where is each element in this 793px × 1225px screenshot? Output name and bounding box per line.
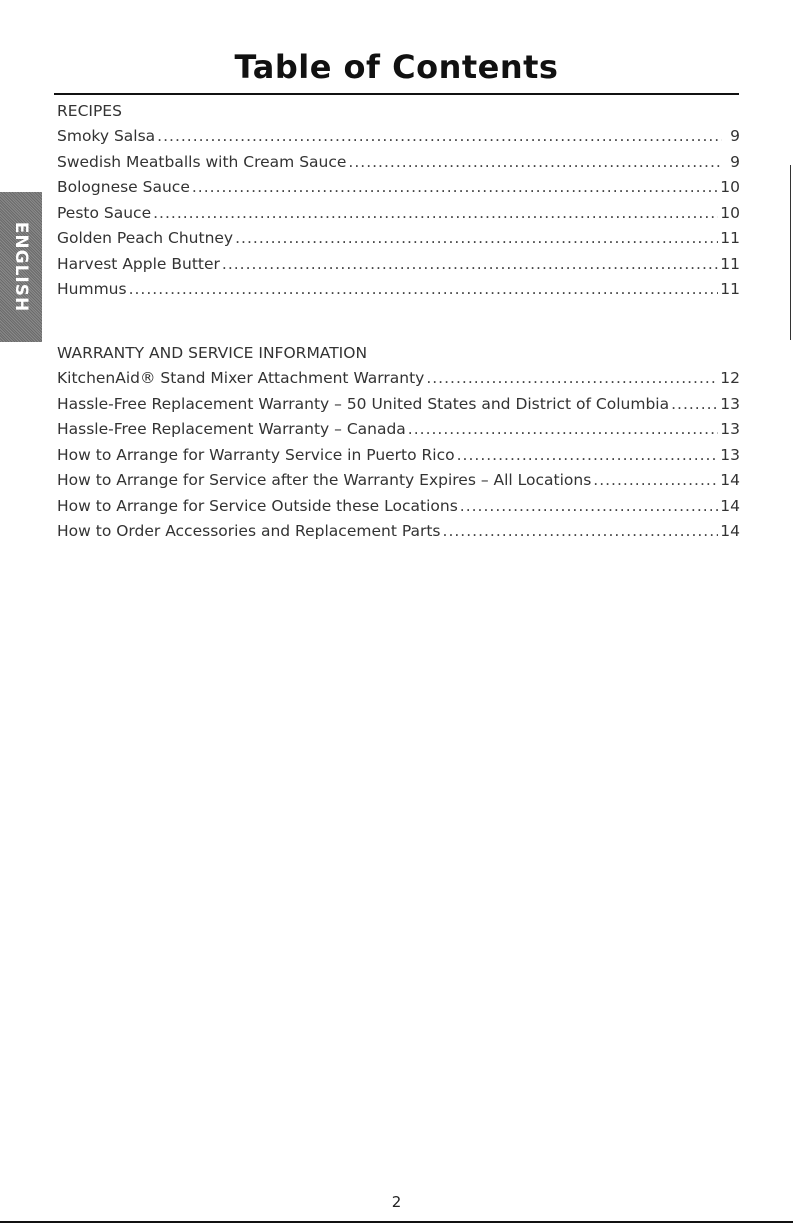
toc-entry-page: 14 bbox=[720, 496, 740, 515]
dot-leader bbox=[408, 417, 718, 443]
language-tab-label: ENGLISH bbox=[11, 221, 31, 313]
page-title: Table of Contents bbox=[234, 48, 559, 86]
dot-leader bbox=[457, 443, 719, 469]
dot-leader bbox=[426, 366, 718, 392]
toc-entry[interactable] bbox=[57, 494, 740, 520]
toc-entry-title: Hassle-Free Replacement Warranty – Canada bbox=[57, 420, 406, 438]
toc-entry-title: Golden Peach Chutney bbox=[57, 229, 234, 247]
toc-entry-title: Hummus bbox=[57, 280, 127, 298]
toc-entry-title: Harvest Apple Butter bbox=[57, 254, 220, 273]
toc-entry-title: Smoky Salsa bbox=[57, 127, 156, 145]
toc-entry-title: Bolognese Sauce bbox=[57, 178, 190, 196]
toc-entry-page: 13 bbox=[720, 445, 740, 464]
toc-entry[interactable] bbox=[57, 124, 740, 150]
toc-entry[interactable] bbox=[57, 175, 740, 201]
toc-entry[interactable] bbox=[57, 252, 740, 278]
dot-leader bbox=[153, 201, 718, 227]
toc-entry-title: How to Order Accessories and Replacement Parts bbox=[57, 522, 441, 540]
section-heading: RECIPES bbox=[57, 102, 122, 120]
toc-entry[interactable] bbox=[57, 392, 740, 418]
toc-entry[interactable] bbox=[57, 519, 740, 545]
toc-section-recipes bbox=[57, 98, 740, 303]
page-number: 2 bbox=[391, 1193, 402, 1211]
toc-entry-title: Pesto Sauce bbox=[57, 203, 152, 222]
toc-entry[interactable] bbox=[57, 366, 740, 392]
dot-leader bbox=[348, 150, 722, 176]
margin-rule bbox=[790, 165, 791, 340]
toc-section-warranty bbox=[57, 340, 740, 545]
toc-entry-title: How to Arrange for Service Outside these Locations bbox=[57, 496, 458, 515]
dot-leader bbox=[192, 175, 718, 201]
toc-entry-page: 9 bbox=[730, 127, 740, 145]
toc-entry[interactable] bbox=[57, 277, 740, 303]
dot-leader bbox=[593, 468, 718, 494]
toc-entry-page: 14 bbox=[720, 522, 740, 540]
toc-entry[interactable] bbox=[57, 468, 740, 494]
toc-entry[interactable] bbox=[57, 150, 740, 176]
toc-entry-page: 13 bbox=[720, 420, 740, 438]
footer-divider bbox=[0, 1221, 793, 1223]
toc-entry-title: How to Arrange for Warranty Service in Puerto Rico bbox=[57, 445, 455, 464]
dot-leader bbox=[443, 519, 719, 545]
dot-leader bbox=[460, 494, 718, 520]
toc-entry-page: 14 bbox=[720, 471, 740, 489]
toc-entry[interactable] bbox=[57, 417, 740, 443]
toc-entry[interactable] bbox=[57, 443, 740, 469]
toc-entry-title: Swedish Meatballs with Cream Sauce bbox=[57, 152, 347, 171]
section-heading: WARRANTY AND SERVICE INFORMATION bbox=[57, 344, 368, 362]
language-tab bbox=[0, 192, 42, 342]
toc-entry-page: 9 bbox=[730, 152, 740, 171]
toc-entry-page: 10 bbox=[720, 178, 740, 196]
toc-entry-page: 12 bbox=[720, 369, 740, 387]
toc-entry-page: 10 bbox=[720, 203, 740, 222]
toc-entry-page: 13 bbox=[720, 394, 740, 413]
toc-entry-page: 11 bbox=[720, 229, 740, 247]
toc-entry[interactable] bbox=[57, 201, 740, 227]
dot-leader bbox=[222, 252, 718, 278]
toc-entry-title: Hassle-Free Replacement Warranty – 50 United States and District of Columbia bbox=[57, 394, 670, 413]
toc-entry-title: How to Arrange for Service after the Warranty Expires – All Locations bbox=[57, 471, 592, 489]
dot-leader bbox=[235, 226, 718, 252]
toc-entry[interactable] bbox=[57, 226, 740, 252]
dot-leader bbox=[671, 392, 718, 418]
dot-leader bbox=[129, 277, 719, 303]
title-divider bbox=[54, 93, 739, 95]
toc-entry-page: 11 bbox=[720, 280, 740, 298]
dot-leader bbox=[157, 124, 722, 150]
toc-entry-title: KitchenAid® Stand Mixer Attachment Warranty bbox=[57, 369, 425, 387]
toc-entry-page: 11 bbox=[720, 254, 740, 273]
